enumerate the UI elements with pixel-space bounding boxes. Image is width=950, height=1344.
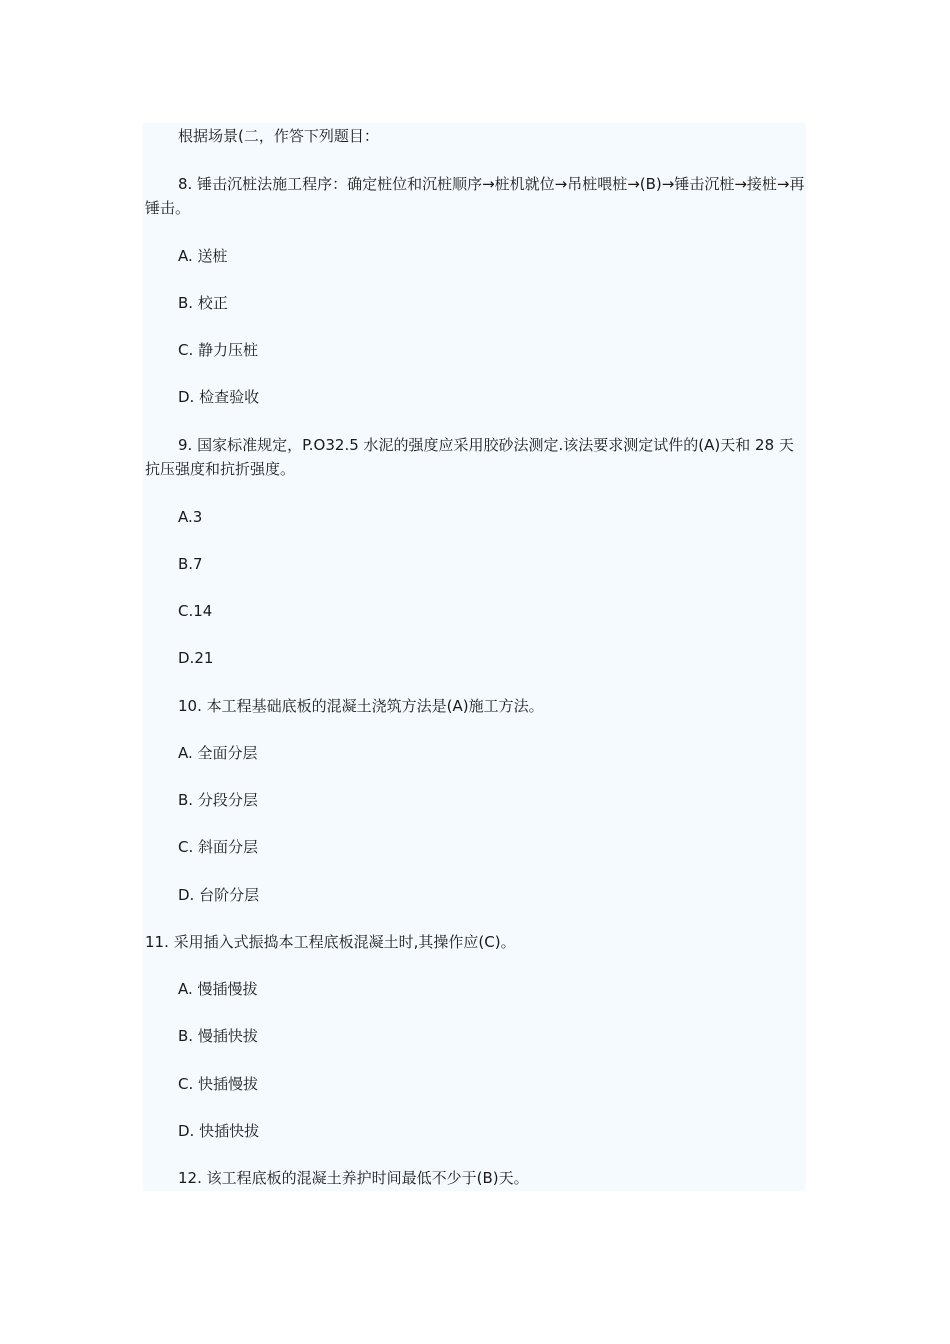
question-10-option-b: B. 分段分层	[178, 791, 258, 809]
question-11-option-b: B. 慢插快拔	[178, 1027, 258, 1045]
question-8-option-d: D. 检查验收	[178, 388, 260, 406]
question-12-stem: 12. 该工程底板的混凝土养护时间最低不少于(B)天。	[178, 1169, 529, 1187]
question-11-option-d: D. 快插快拔	[178, 1122, 260, 1140]
question-9-option-a: A.3	[178, 508, 203, 526]
question-8-option-b: B. 校正	[178, 294, 228, 312]
question-8-stem: 8. 锤击沉桩法施工程序：确定桩位和沉桩顺序→桩机就位→吊桩喂桩→(B)→锤击沉桩→接桩→再锤击。	[145, 175, 805, 217]
question-10-option-a: A. 全面分层	[178, 744, 258, 762]
question-9-option-d: D.21	[178, 649, 214, 667]
question-10-option-d: D. 台阶分层	[178, 886, 260, 904]
question-9-option-c: C.14	[178, 602, 213, 620]
question-10-stem: 10. 本工程基础底板的混凝土浇筑方法是(A)施工方法。	[178, 697, 544, 715]
question-11-stem: 11. 采用插入式振捣本工程底板混凝土时,其操作应(C)。	[145, 933, 516, 951]
question-8-option-c: C. 静力压桩	[178, 341, 259, 359]
intro-text: 根据场景(二，作答下列题目：	[178, 127, 379, 145]
question-9-stem: 9. 国家标准规定，P.O32.5 水泥的强度应采用胶砂法测定.该法要求测定试件的(A)天和 28 天抗压强度和抗折强度。	[145, 436, 794, 478]
question-9-option-b: B.7	[178, 555, 203, 573]
question-11-option-c: C. 快插慢拔	[178, 1075, 259, 1093]
question-11-option-a: A. 慢插慢拔	[178, 980, 258, 998]
question-8-option-a: A. 送桩	[178, 247, 228, 265]
question-10-option-c: C. 斜面分层	[178, 838, 259, 856]
